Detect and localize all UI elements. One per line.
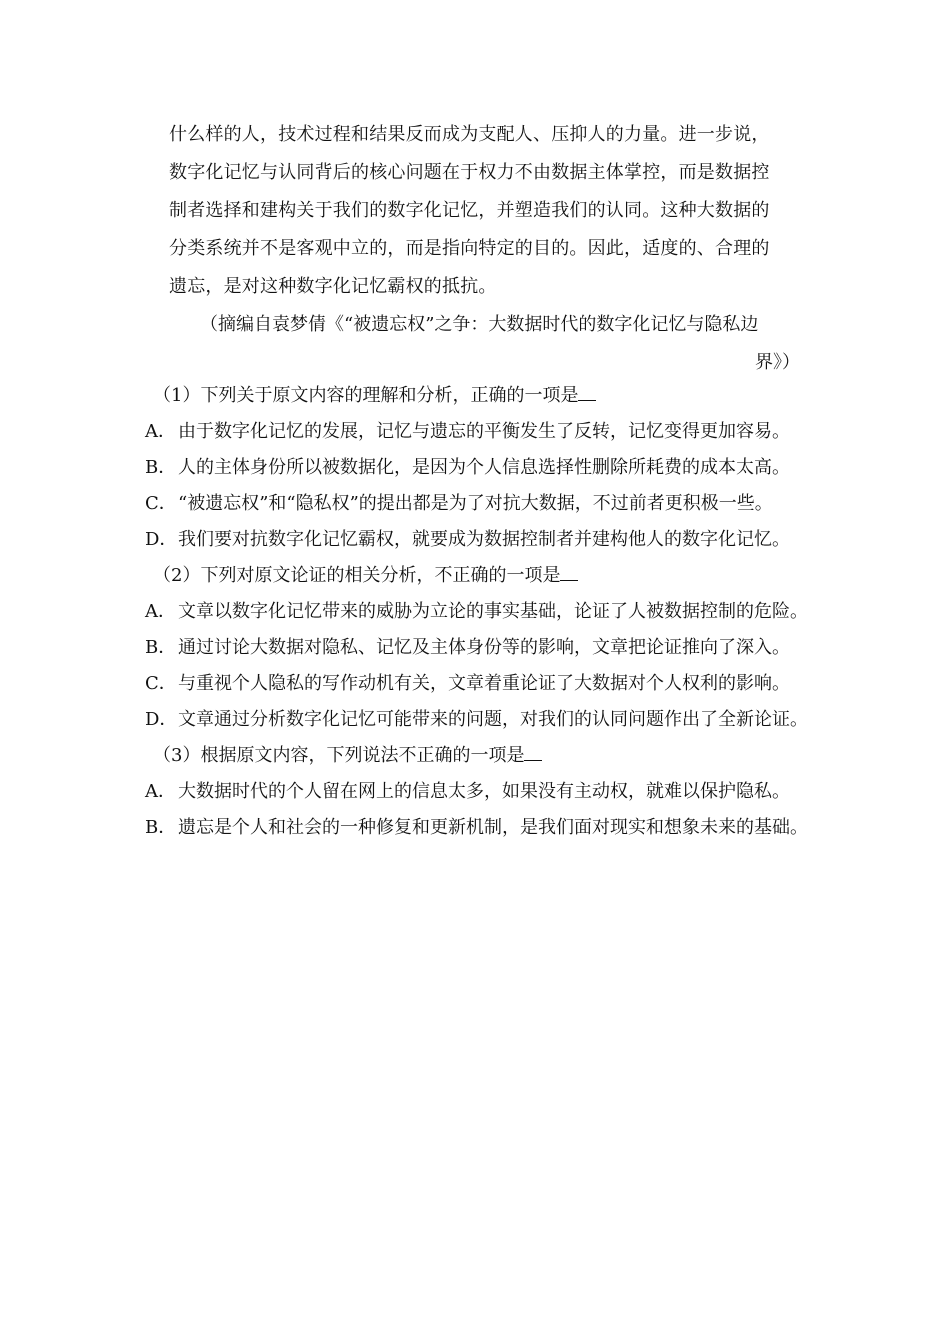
passage-excerpt [169, 116, 814, 306]
option-letter: C． [145, 493, 177, 514]
source-line-2: 界》） [755, 352, 800, 373]
option-text: “被遗忘权”和“隐私权”的提出都是为了对抗大数据，不过前者更积极一些。 [178, 493, 773, 514]
passage-line: 什么样的人，技术过程和结果反而成为支配人、压抑人的力量。进一步说， [169, 124, 770, 145]
option-text: 文章通过分析数字化记忆可能带来的问题，对我们的认同问题作出了全新论证。 [178, 709, 808, 730]
option-letter: B． [145, 457, 177, 478]
option-d [145, 522, 815, 558]
passage-line: 数字化记忆与认同背后的核心问题在于权力不由数据主体掌控，而是数据控 [169, 162, 770, 183]
option-text: 文章以数字化记忆带来的威胁为立论的事实基础，论证了人被数据控制的危险。 [178, 601, 808, 622]
option-text: 大数据时代的个人留在网上的信息太多，如果没有主动权，就难以保护隐私。 [178, 781, 790, 802]
source-line-1: （摘编自袁梦倩《“被遗忘权”之争：大数据时代的数字化记忆与隐私边 [200, 314, 759, 335]
question-3 [145, 738, 815, 846]
option-b [145, 810, 815, 846]
option-letter: A． [145, 781, 176, 802]
answer-blank [578, 380, 596, 401]
option-d [145, 702, 815, 738]
question-2 [145, 558, 815, 738]
passage-line: 分类系统并不是客观中立的，而是指向特定的目的。因此，适度的、合理的 [169, 238, 770, 259]
passage-line: 制者选择和建构关于我们的数字化记忆，并塑造我们的认同。这种大数据的 [169, 200, 770, 221]
option-letter: B． [145, 817, 177, 838]
question-list [145, 378, 815, 846]
answer-blank [524, 740, 542, 761]
option-letter: A． [145, 421, 176, 442]
question-1 [145, 378, 815, 558]
passage-line: 遗忘，是对这种数字化记忆霸权的抵抗。 [169, 276, 497, 297]
option-letter: C． [145, 673, 177, 694]
option-text: 与重视个人隐私的写作动机有关，文章着重论证了大数据对个人权利的影响。 [178, 673, 790, 694]
option-text: 遗忘是个人和社会的一种修复和更新机制，是我们面对现实和想象未来的基础。 [178, 817, 808, 838]
option-b [145, 450, 815, 486]
option-text: 由于数字化记忆的发展，记忆与遗忘的平衡发生了反转，记忆变得更加容易。 [178, 421, 790, 442]
answer-blank [560, 560, 578, 581]
option-letter: D． [145, 709, 178, 730]
question-stem: （1）下列关于原文内容的理解和分析，正确的一项是 [145, 378, 815, 414]
option-c [145, 666, 815, 702]
question-stem: （3）根据原文内容，下列说法不正确的一项是 [145, 738, 815, 774]
option-letter: D． [145, 529, 178, 550]
option-text: 人的主体身份所以被数据化，是因为个人信息选择性删除所耗费的成本太高。 [178, 457, 790, 478]
option-a [145, 774, 815, 810]
source-citation [200, 306, 810, 382]
option-a [145, 414, 815, 450]
option-text: 我们要对抗数字化记忆霸权，就要成为数据控制者并建构他人的数字化记忆。 [178, 529, 790, 550]
question-stem: （2）下列对原文论证的相关分析，不正确的一项是 [145, 558, 815, 594]
option-letter: B． [145, 637, 177, 658]
option-c [145, 486, 815, 522]
option-text: 通过讨论大数据对隐私、记忆及主体身份等的影响，文章把论证推向了深入。 [178, 637, 790, 658]
option-letter: A． [145, 601, 176, 622]
option-a [145, 594, 815, 630]
option-b [145, 630, 815, 666]
